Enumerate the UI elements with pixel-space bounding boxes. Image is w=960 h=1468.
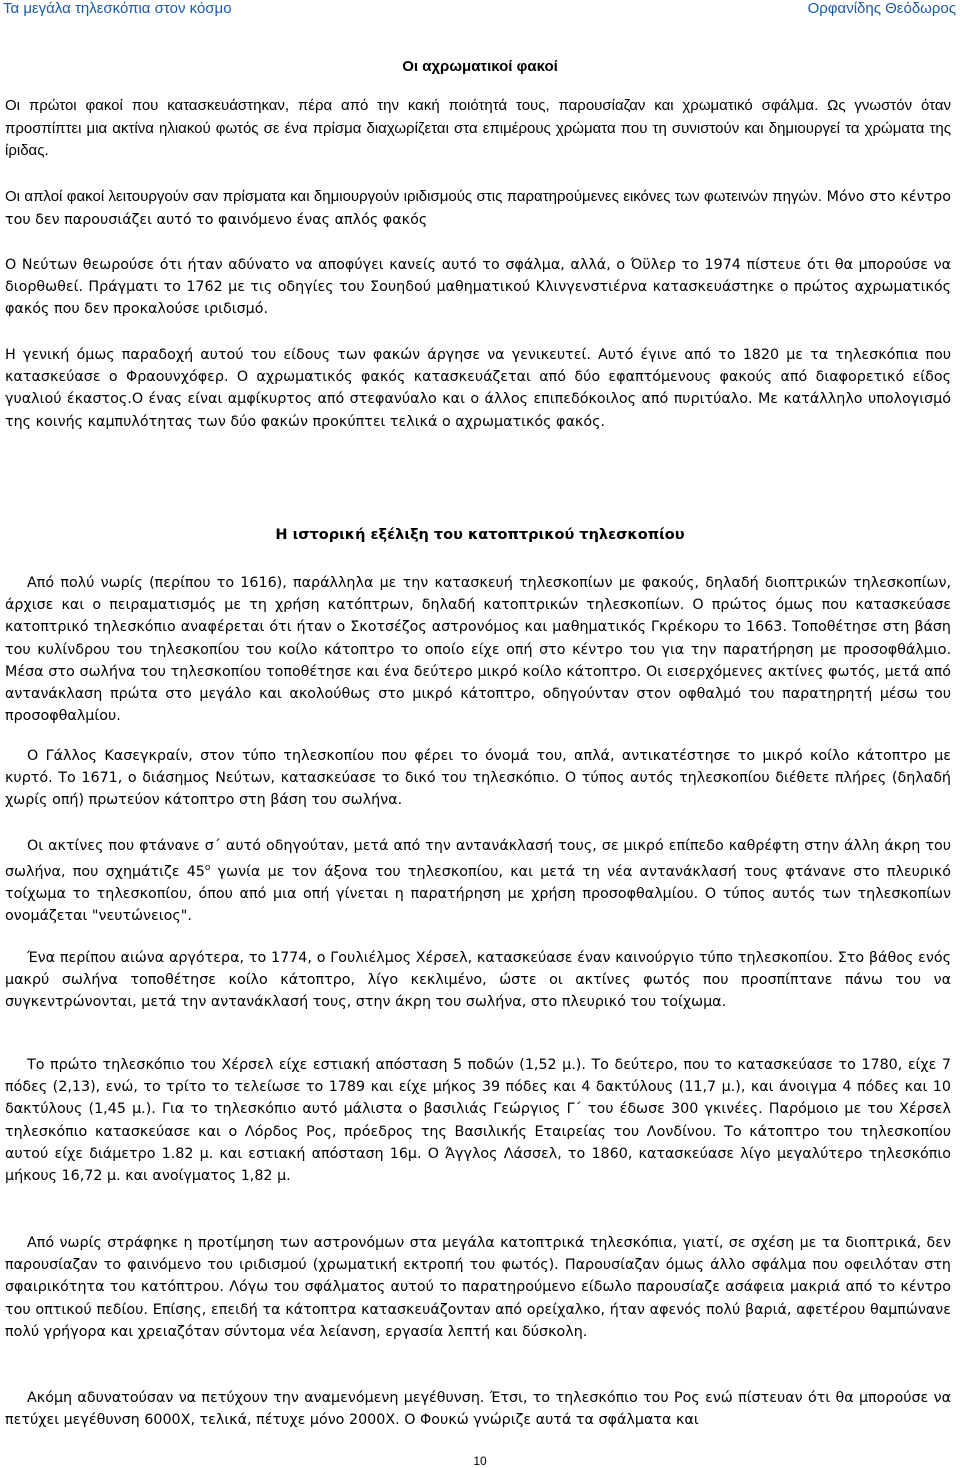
header-doc-title: Τα μεγάλα τηλεσκόπια στον κόσμο bbox=[3, 0, 232, 17]
paragraph: Ένα περίπου αιώνα αργότερα, το 1774, ο Γουλιέλμος Χέρσελ, κατασκεύασε έναν καινούργιο τύπο τηλεσκοπίου. Στο βάθος ενός μακρύ σωλήνα τοποθέτησε κοίλο κάτοπτρο, λίγο κεκλιμένο, ώστε οι ακτίνες φωτός που προσπίπτανε πάνω του να συγκεντρώνονται, μετά την αντανάκλασή τους, στην άκρη του σωλήνα, στο πλευρικό του τοίχωμα. bbox=[5, 950, 951, 1011]
header-author: Ορφανίδης Θεόδωρος bbox=[807, 0, 956, 17]
paragraph bbox=[5, 186, 951, 231]
paragraph: Ακόμη αδυνατούσαν να πετύχουν την αναμενόμενη μεγέθυνση. Έτσι, το τηλεσκόπιο του Ρος ενώ πίστευαν ότι θα μπορούσε να πετύχει μεγέθυνση 6000Χ, τελικά, πέτυχε μόνο 2000Χ. Ο Φουκώ γνώριζε αυτά τα σφάλματα και bbox=[5, 1390, 951, 1429]
paragraph-part: Μόνο στο κέντρο του δεν παρουσιάζει αυτό το φαινόμενο ένας απλός φακός bbox=[5, 189, 951, 228]
paragraph: Η γενική όμως παραδοχή αυτού του είδους των φακών άργησε να γενικευτεί. Αυτό έγινε από το 1820 με τα τηλεσκόπια που κατασκεύασε ο Φραουνχόφερ. Ο αχρωματικός φακός κατασκευάζεται από δύο εφαπτόμενους φακούς από διαφορετικό είδος γυαλιού έκαστος.Ο ένας είναι αμφίκυρτος από στεφανύαλο και ο άλλος επιπεδόκοιλος από πυριτύαλο. Με κατάλληλο υπολογισμό της κοινής καμπυλότητας των δύο φακών προκύπτει τελικά ο αχρωματικός φακός. bbox=[5, 347, 951, 430]
page-number: 10 bbox=[473, 1454, 487, 1468]
paragraph: Ο Γάλλος Κασεγκραίν, στον τύπο τηλεσκοπίου που φέρει το όνομά του, απλά, αντικατέστησε το μικρό κοίλο κάτοπτρο με κυρτό. Το 1671, ο διάσημος Νεύτων, κατασκεύασε το δικό του τηλεσκόπιο. Ο τύπος αυτός τηλεσκοπίου διέθετε πλήρες (δηλαδή χωρίς οπή) πρωτεύον κάτοπτρο στη βάση του σωλήνα. bbox=[5, 748, 951, 809]
paragraph-part: γωνία με τον άξονα του τηλεσκοπίου, και μετά τη νέα αντανάκλασή τους φτάνανε στο πλευρικό τοίχωμα το τηλεσκοπίου, όπου από μια οπή γίνεται η παρατήρηση με χρήση προσοφθαλμίου. Ο τύπος αυτός των τηλεσκοπίων ονομάζεται "νευτώνειος". bbox=[5, 863, 951, 925]
paragraph: Από πολύ νωρίς (περίπου το 1616), παράλληλα με την κατασκευή τηλεσκοπίων με φακούς, δηλαδή διοπτρικών τηλεσκοπίων, άρχισε και ο πειραματισμός με τη χρήση κατόπτρων, δηλαδή κατοπτρικών τηλεσκοπίων. Ο πρώτος όμως που κατασκεύασε κατοπτρικό τηλεσκόπιο αναφέρεται ότι ήταν ο Σκοτσέζος αστρονόμος και μαθηματικός Γκρέκορυ το 1663. Τοποθέτησε στη βάση του κυλίνδρου του τηλεσκοπίου του κοίλο κάτοπτρο το οποίο είχε οπή στο κέντρο του για την παρατήρηση με προσοφθάλμιο. Μέσα στο σωλήνα του τηλεσκοπίου τοποθέτησε και ένα δεύτερο μικρό κοίλο κάτοπτρο. Οι εισερχόμενες ακτίνες φωτός, μετά από αντανάκλαση πρώτα στο μεγάλο και ακολούθως στο μικρό κάτοπτρο, οδηγούνταν στον οφθαλμό του παρατηρητή μέσω του προσοφθαλμίου. bbox=[5, 575, 951, 725]
paragraph-part: Οι απλοί φακοί λειτουργούν σαν πρίσματα και δημιουργούν ιριδισμούς στις παρατηρούμενες εικόνες των φωτεινών πηγών. bbox=[5, 188, 822, 205]
paragraph: Από νωρίς στράφηκε η προτίμηση των αστρονόμων στα μεγάλα κατοπτρικά τηλεσκόπια, γιατί, σε σχέση με τα διοπτρικά, δεν παρουσίαζαν το φαινόμενο του ιριδισμού (χρωματική εκτροπή του φωτός). Παρουσίαζαν όμως άλλο σφάλμα που οφειλόταν στη σφαιρικότητα του κατόπτρου. Λόγω του σφάλματος αυτού το παρατηρούμενο είδωλο παρουσίαζε ασάφεια μακριά από το κέντρο του οπτικού πεδίου. Επίσης, επειδή τα κάτοπτρα κατασκευάζονταν από ορείχαλκο, ήταν αφενός πολύ βαριά, αφετέρου θαμπώνανε πολύ γρήγορα και χρειαζόταν σύντομα νέα λείανση, εργασία λεπτή και δύσκολη. bbox=[5, 1235, 951, 1340]
paragraph bbox=[5, 835, 951, 928]
paragraph-part: Οι ακτίνες που φτάνανε σ΄ αυτό οδηγούταν, μετά από την αντανάκλασή τους, σε μικρό επίπεδο καθρέφτη στην άλλη άκρη του σωλήνα, που σχημάτιζε 45 bbox=[5, 838, 951, 880]
paragraph: Ο Νεύτων θεωρούσε ότι ήταν αδύνατο να αποφύγει κανείς αυτό το σφάλμα, αλλά, ο Όϋλερ το 1974 πίστευε ότι θα μπορούσε να διορθωθεί. Πράγματι το 1762 με τις οδηγίες του Σουηδού μαθηματικού Κλινγενστιέρνα κατασκευάστηκε ο πρώτος αχρωματικός φακός που δεν προκαλούσε ιριδισμό. bbox=[5, 257, 951, 318]
paragraph: Το πρώτο τηλεσκόπιο του Χέρσελ είχε εστιακή απόσταση 5 ποδών (1,52 μ.). Το δεύτερο, που το κατασκεύασε το 1780, είχε 7 πόδες (2,13), ενώ, το τρίτο το τελείωσε το 1789 και είχε μήκος 39 πόδες και 4 δακτύλους (11,7 μ.), και άνοιγμα 4 πόδες και 10 δακτύλους (1,45 μ.). Για το τηλεσκόπιο αυτό μάλιστα ο βασιλιάς Γεώργιος Γ΄ του έδωσε 300 γκινέες. Παρόμοιο με του Χέρσελ τηλεσκόπιο κατασκεύασε και ο Λόρδος Ρος, πρόεδρος της Βασιλικής Εταιρείας του Λονδίνου. Το κάτοπτρο του τηλεσκοπίου αυτού είχε διάμετρο 1.82 μ. και εστιακή απόσταση 16μ. Ο Άγγλος Λάσσελ, το 1860, κατασκεύασε λίγο μεγαλύτερο τηλεσκόπιο μήκους 16,72 μ. και ανοίγματος 1,82 μ. bbox=[5, 1057, 951, 1185]
section-title-reflector-history: Η ιστορική εξέλιξη του κατοπτρικού τηλεσκοπίου bbox=[275, 527, 685, 543]
degree-mark: ο bbox=[204, 863, 211, 874]
section-title-achromatic: Οι αχρωματικοί φακοί bbox=[402, 58, 558, 75]
paragraph: Οι πρώτοι φακοί που κατασκευάστηκαν, πέρα από την κακή ποιότητά τους, παρουσίαζαν και χρωματικό σφάλμα. Ως γνωστόν όταν προσπίπτει μια ακτίνα ηλιακού φωτός σε ένα πρίσμα διαχωρίζεται στα επιμέρους χρώματα που τη συνιστούν και δημιουργεί τα χρώματα της ίριδας. bbox=[5, 97, 951, 159]
